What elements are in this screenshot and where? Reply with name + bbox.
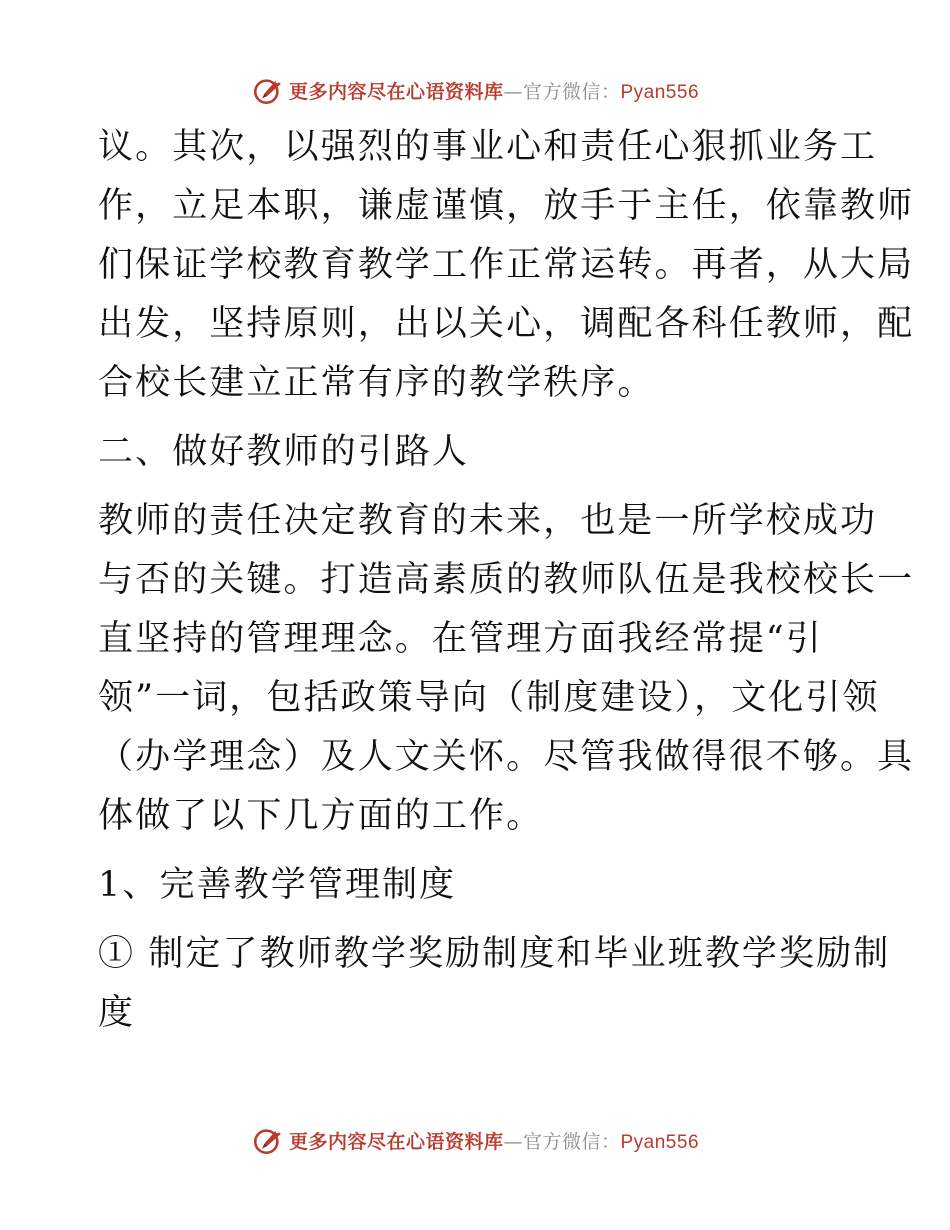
footer-banner: [0, 1120, 950, 1160]
section-heading: 二、做好教师的引路人: [98, 432, 470, 472]
banner-dash: —: [503, 1130, 523, 1153]
site-name: 更多内容尽在心语资料库: [288, 80, 504, 103]
list-item-line: 度: [98, 993, 136, 1033]
paragraph-line: 教师的责任决定教育的未来，也是一所学校成功: [98, 501, 878, 541]
paragraph-line: 作，立足本职，谦虚谨慎，放手于主任，依靠教师: [98, 186, 915, 226]
wechat-label: 官方微信：: [522, 1130, 621, 1153]
site-name: 更多内容尽在心语资料库: [288, 1130, 504, 1153]
wechat-label: 官方微信：: [522, 80, 621, 103]
paragraph-line: 直坚持的管理理念。在管理方面我经常提“引: [98, 619, 823, 659]
list-item-line: ① 制定了教师教学奖励制度和毕业班教学奖励制: [98, 934, 891, 974]
banner-dash: —: [503, 80, 523, 103]
paragraph-line: 体做了以下几方面的工作。: [98, 796, 544, 836]
paragraph-line: 们保证学校教育教学工作正常运转。再者，从大局: [98, 245, 915, 285]
pen-nib-logo-icon: [251, 73, 285, 107]
wechat-id: Pyan556: [620, 81, 700, 103]
header-banner: [0, 70, 950, 110]
subsection-heading: 1、完善教学管理制度: [98, 865, 457, 905]
wechat-id: Pyan556: [620, 1131, 700, 1153]
paragraph-line: 出发，坚持原则，出以关心，调配各科任教师，配: [98, 304, 915, 344]
document-body: [98, 118, 915, 1043]
paragraph-line: 领”一词，包括政策导向（制度建设），文化引领: [98, 678, 880, 718]
paragraph-line: 合校长建立正常有序的教学秩序。: [98, 363, 655, 403]
paragraph-line: 与否的关键。打造高素质的教师队伍是我校校长一: [98, 560, 915, 600]
paragraph-line: （办学理念）及人文关怀。尽管我做得很不够。具: [98, 737, 915, 777]
paragraph-line: 议。其次，以强烈的事业心和责任心狠抓业务工: [98, 127, 878, 167]
header-banner-text: [289, 77, 699, 104]
footer-banner-text: [289, 1127, 699, 1154]
pen-nib-logo-icon: [251, 1123, 285, 1157]
